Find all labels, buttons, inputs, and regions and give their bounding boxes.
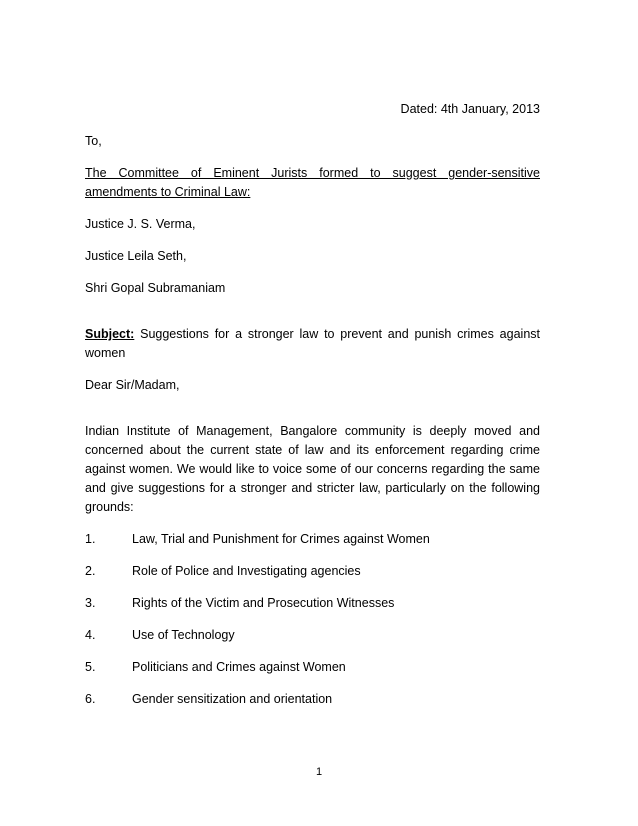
list-item — [85, 562, 540, 581]
subject-line — [85, 325, 540, 363]
list-item — [85, 658, 540, 677]
salutation: Dear Sir/Madam, — [85, 378, 180, 392]
list-item — [85, 530, 540, 549]
list-item-number: 4. — [85, 628, 96, 642]
list-item-text: Use of Technology — [132, 628, 235, 642]
list-item-text: Gender sensitization and orientation — [132, 692, 333, 706]
recipient-committee: The Committee of Eminent Jurists formed to suggest gender-sensitive amendments to Criminal Law: — [85, 166, 540, 199]
body-paragraph: Indian Institute of Management, Bangalore community is deeply moved and concerned about the current state of law and its enforcement regarding crime against women. We would like to voice some of our concerns regarding the same and give suggestions for a stronger and stricter law, particularly on the following grounds: — [85, 424, 540, 514]
list-item-number: 1. — [85, 532, 96, 546]
letter-body — [85, 100, 540, 722]
letter-to: To, — [85, 134, 102, 148]
list-item-number: 3. — [85, 596, 96, 610]
spacer — [85, 311, 540, 325]
list-item-text: Law, Trial and Punishment for Crimes against Women — [132, 532, 430, 546]
list-item — [85, 594, 540, 613]
subject-text: Suggestions for a stronger law to prevent and punish crimes against women — [85, 327, 540, 360]
page-number: 1 — [315, 766, 323, 778]
list-item — [85, 626, 540, 645]
list-item — [85, 690, 540, 709]
recipient-subramaniam: Shri Gopal Subramaniam — [85, 281, 226, 295]
grounds-list — [85, 530, 540, 709]
list-item-text: Rights of the Victim and Prosecution Witnesses — [132, 596, 395, 610]
spacer — [85, 408, 540, 422]
list-item-number: 5. — [85, 660, 96, 674]
list-item-text: Role of Police and Investigating agencies — [132, 564, 361, 578]
recipient-verma: Justice J. S. Verma, — [85, 217, 196, 231]
list-item-text: Politicians and Crimes against Women — [132, 660, 346, 674]
list-item-number: 2. — [85, 564, 96, 578]
recipient-seth: Justice Leila Seth, — [85, 249, 187, 263]
letter-date: Dated: 4th January, 2013 — [400, 102, 540, 116]
subject-label: Subject: — [85, 327, 135, 341]
list-item-number: 6. — [85, 692, 96, 706]
